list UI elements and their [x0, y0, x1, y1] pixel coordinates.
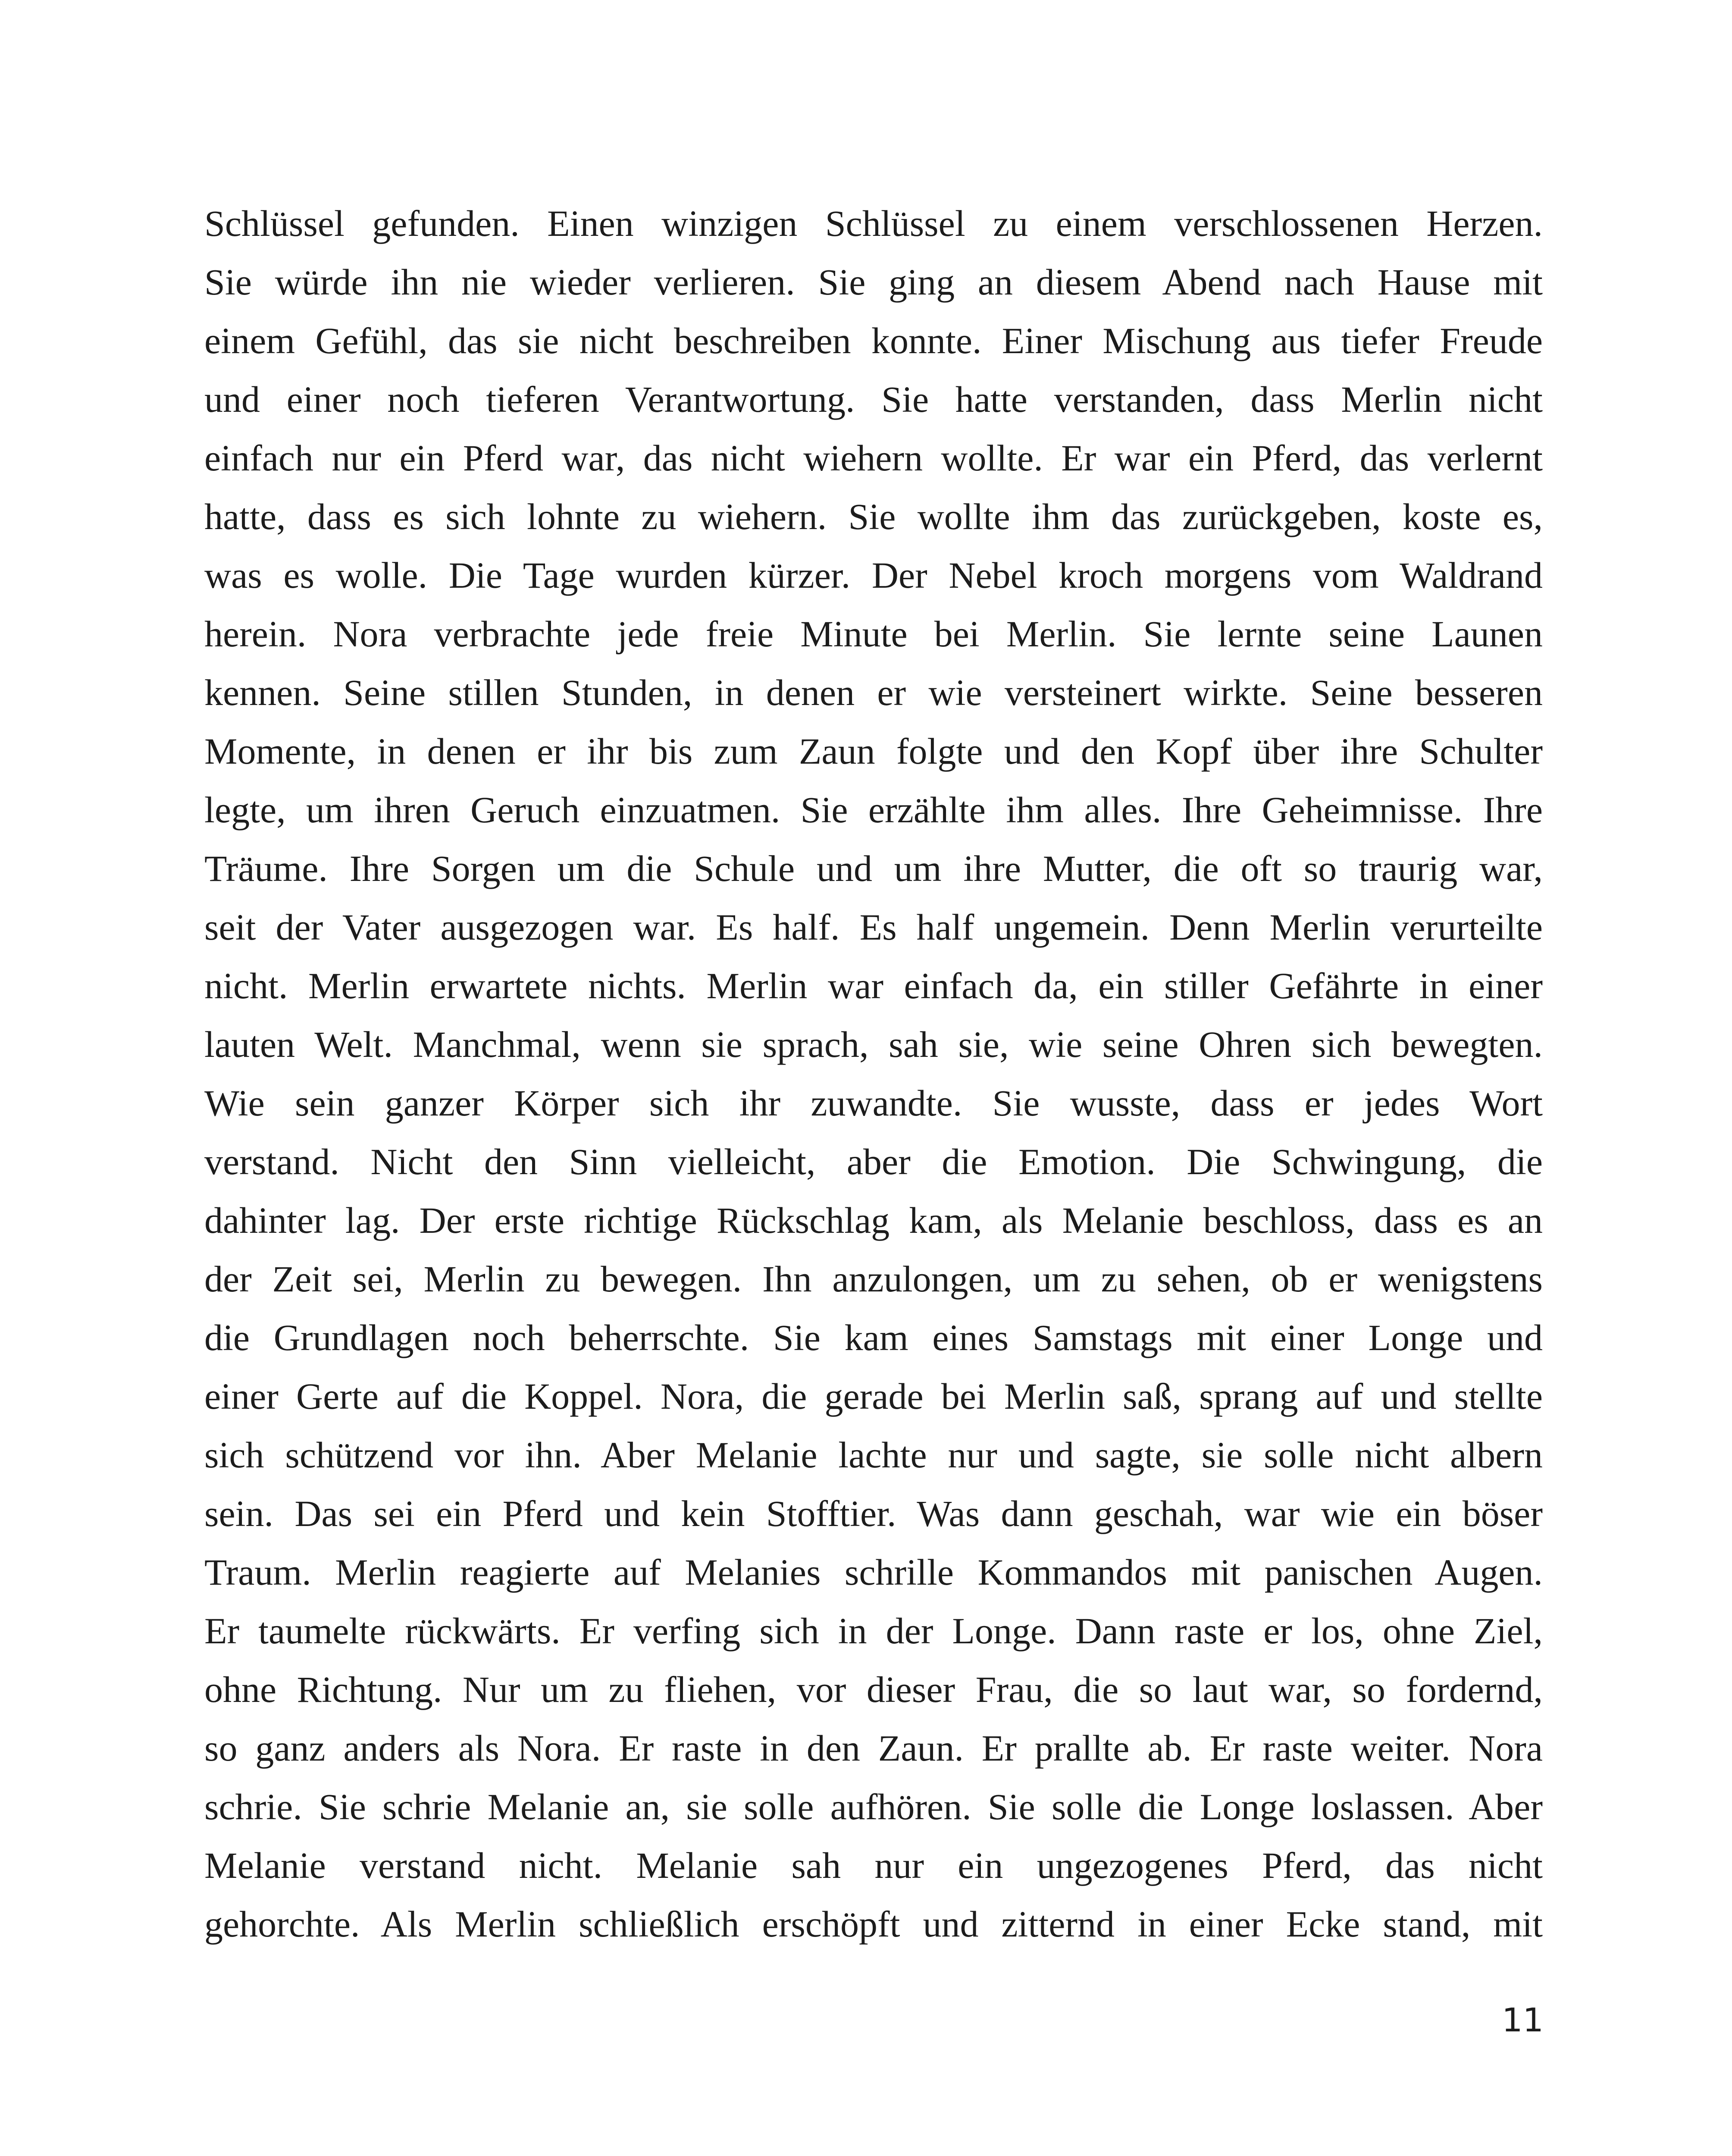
- text-line: Momente, in denen er ihr bis zum Zaun folgte und den Kopf über ihre Schulter: [204, 730, 1543, 772]
- text-line: ohne Richtung. Nur um zu fliehen, vor dieser Frau, die so laut war, so fordernd,: [204, 1669, 1543, 1710]
- text-line: gehorchte. Als Merlin schließlich erschöpft und zitternd in einer Ecke stand, mit: [204, 1903, 1543, 1945]
- page-number: 11: [1502, 2001, 1544, 2039]
- text-line: verstand. Nicht den Sinn vielleicht, aber die Emotion. Die Schwingung, die: [204, 1141, 1543, 1182]
- text-line: Melanie verstand nicht. Melanie sah nur ein ungezogenes Pferd, das nicht: [204, 1845, 1543, 1886]
- text-line: legte, um ihren Geruch einzuatmen. Sie erzählte ihm alles. Ihre Geheimnisse. Ihre: [204, 789, 1543, 830]
- text-line: Er taumelte rückwärts. Er verfing sich in der Longe. Dann raste er los, ohne Ziel,: [204, 1610, 1543, 1651]
- text-line: kennen. Seine stillen Stunden, in denen er wie versteinert wirkte. Seine besseren: [204, 672, 1543, 713]
- text-line: Schlüssel gefunden. Einen winzigen Schlüssel zu einem verschlossenen Herzen.: [204, 203, 1543, 244]
- text-line: hatte, dass es sich lohnte zu wiehern. Sie wollte ihm das zurückgeben, koste es,: [204, 496, 1543, 537]
- text-line: Wie sein ganzer Körper sich ihr zuwandte. Sie wusste, dass er jedes Wort: [204, 1082, 1543, 1124]
- text-line: sein. Das sei ein Pferd und kein Stofftier. Was dann geschah, war wie ein böser: [204, 1493, 1543, 1534]
- text-line: sich schützend vor ihn. Aber Melanie lachte nur und sagte, sie solle nicht albern: [204, 1434, 1543, 1476]
- text-line: die Grundlagen noch beherrschte. Sie kam eines Samstags mit einer Longe und: [204, 1317, 1543, 1358]
- body-text: [204, 202, 1543, 1978]
- text-line: Sie würde ihn nie wieder verlieren. Sie ging an diesem Abend nach Hause mit: [204, 261, 1543, 303]
- text-line: seit der Vater ausgezogen war. Es half. Es half ungemein. Denn Merlin verurteilte: [204, 906, 1543, 948]
- text-line: Träume. Ihre Sorgen um die Schule und um ihre Mutter, die oft so traurig war,: [204, 848, 1543, 889]
- text-line: dahinter lag. Der erste richtige Rückschlag kam, als Melanie beschloss, dass es an: [204, 1200, 1543, 1241]
- text-line: nicht. Merlin erwartete nichts. Merlin war einfach da, ein stiller Gefährte in einer: [204, 965, 1543, 1006]
- text-line: einfach nur ein Pferd war, das nicht wiehern wollte. Er war ein Pferd, das verlernt: [204, 437, 1543, 479]
- text-line: Traum. Merlin reagierte auf Melanies schrille Kommandos mit panischen Augen.: [204, 1551, 1543, 1593]
- text-line: einer Gerte auf die Koppel. Nora, die gerade bei Merlin saß, sprang auf und stellte: [204, 1376, 1543, 1417]
- text-line: so ganz anders als Nora. Er raste in den Zaun. Er prallte ab. Er raste weiter. Nora: [204, 1727, 1543, 1769]
- text-line: was es wolle. Die Tage wurden kürzer. Der Nebel kroch morgens vom Waldrand: [204, 555, 1543, 596]
- text-line: der Zeit sei, Merlin zu bewegen. Ihn anzulongen, um zu sehen, ob er wenigstens: [204, 1258, 1543, 1300]
- text-line: einem Gefühl, das sie nicht beschreiben konnte. Einer Mischung aus tiefer Freude: [204, 320, 1543, 361]
- text-line: und einer noch tieferen Verantwortung. Sie hatte verstanden, dass Merlin nicht: [204, 379, 1543, 420]
- text-line: lauten Welt. Manchmal, wenn sie sprach, sah sie, wie seine Ohren sich bewegten.: [204, 1024, 1543, 1065]
- text-line: herein. Nora verbrachte jede freie Minute bei Merlin. Sie lernte seine Launen: [204, 613, 1543, 655]
- text-line: schrie. Sie schrie Melanie an, sie solle aufhören. Sie solle die Longe loslassen. Aber: [204, 1786, 1543, 1827]
